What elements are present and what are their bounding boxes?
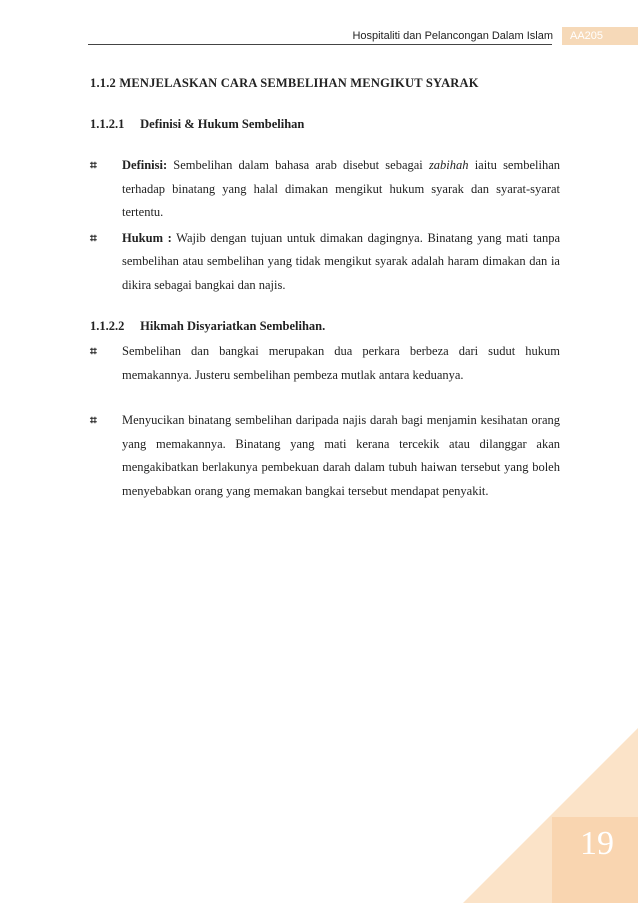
header-title: Hospitaliti dan Pelancongan Dalam Islam [352, 30, 553, 42]
subsection-title: Hikmah Disyariatkan Sembelihan. [140, 319, 326, 333]
item-text: Wajib dengan tujuan untuk dimakan dagingnya. Binatang yang mati tanpa sembelihan atau sembelihan yang tidak mengikut syarak adalah haram dimakan dan ia dikira sebagai bangkai dan najis. [122, 230, 561, 292]
item-text: Menyucikan binatang sembelihan daripada najis darah bagi menjamin kesihatan orang yang memakannya. Binatang yang mati kerana tercekik atau dilanggar akan mengakibatkan berlakunya pembekuan darah dalam tubuh haiwan tersebut yang boleh menyebabkan orang yang memakan bangkai tersebut mendapat penyakit. [122, 413, 560, 498]
item-text: iaitu sembelihan terhadap binatang yang halal dimakan mengikut hukum syarak dan syarat-syarat tertentu. [122, 158, 560, 219]
subsection-number: 1.1.2.2 [90, 319, 125, 333]
hash-bullet-icon: ⌗ [90, 344, 97, 358]
header-rule [88, 44, 552, 45]
hash-bullet-icon: ⌗ [90, 413, 97, 427]
subsection-title: Definisi & Hukum Sembelihan [140, 117, 305, 131]
item-text: Sembelihan dalam bahasa arab disebut sebagai [167, 158, 429, 172]
list-item [90, 409, 560, 503]
page-content [90, 76, 560, 505]
item-emphasis: zabihah [428, 158, 469, 172]
item-lead: Hukum : [122, 230, 172, 245]
item-text: Sembelihan dan bangkai merupakan dua perkara berbeza dari sudut hukum memakannya. Justeru sembelihan pembeza mutlak antara keduanya. [122, 344, 560, 382]
section-heading: 1.1.2 MENJELASKAN CARA SEMBELIHAN MENGIKUT SYARAK [90, 76, 479, 90]
subsection-number: 1.1.2.1 [90, 117, 125, 131]
list-item [90, 340, 560, 387]
item-lead: Definisi: [122, 158, 168, 172]
list-item [90, 154, 560, 225]
hash-bullet-icon: ⌗ [90, 158, 97, 172]
subsection-heading-1 [90, 117, 560, 132]
hash-bullet-icon: ⌗ [90, 230, 97, 245]
subsection-heading-2 [90, 319, 560, 334]
list-item [90, 227, 560, 298]
header-course-code: AA205 [562, 27, 638, 45]
page-number: 19 [580, 825, 614, 862]
